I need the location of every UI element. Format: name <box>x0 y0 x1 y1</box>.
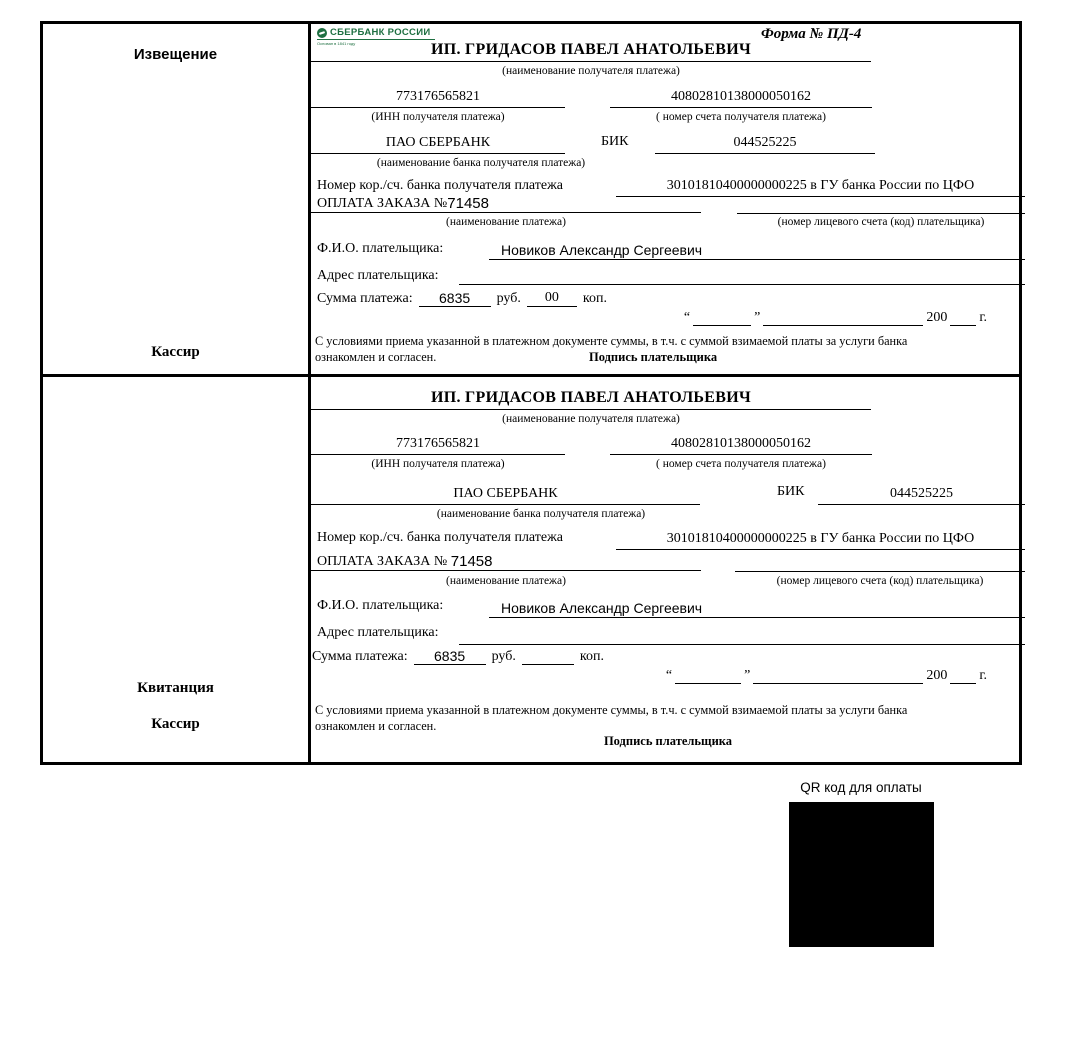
corr-account-value: 30101810400000000225 в ГУ банка России по ЦФО <box>616 175 1025 197</box>
sum-rubles-field: 6835 <box>419 290 491 307</box>
sum-label: Сумма платежа: <box>312 649 408 664</box>
bik-value: 044525225 <box>655 130 875 154</box>
pd4-payment-form <box>40 21 1022 765</box>
quote-close: ” <box>744 668 751 683</box>
date-year-blank <box>950 683 976 684</box>
notice-content <box>311 24 1019 374</box>
personal-account-caption: (номер лицевого счета (код) плательщика) <box>776 575 984 587</box>
personal-account-blank <box>737 198 1025 214</box>
corr-account-value: 30101810400000000225 в ГУ банка России по ЦФО <box>616 527 1025 550</box>
quote-close: ” <box>754 310 761 325</box>
qr-label: QR код для оплаты <box>800 780 922 795</box>
bank-name: ПАО СБЕРБАНК <box>311 479 700 505</box>
date-month-blank <box>753 683 923 684</box>
receipt-content <box>311 377 1019 762</box>
payer-signature-label: Подпись плательщика <box>603 734 733 748</box>
year-suffix: г. <box>979 668 987 683</box>
stub-title: Извещение <box>133 46 218 63</box>
cashier-label: Кассир <box>151 344 200 360</box>
bik-label: БИК <box>777 484 805 499</box>
sberbank-logo-tagline: Основан в 1841 году <box>317 41 356 46</box>
payment-purpose <box>311 195 701 213</box>
corr-account-label: Номер кор./сч. банка получателя платежа <box>317 530 563 545</box>
sum-kopecks-field: 00 <box>527 290 577 307</box>
recipient-caption: (наименование получателя платежа) <box>502 65 680 77</box>
account-caption: ( номер счета получателя платежа) <box>656 458 826 470</box>
order-number: 71458 <box>450 553 493 570</box>
notice-stub-column <box>43 24 311 374</box>
payment-name-caption: (наименование платежа) <box>446 575 566 587</box>
recipient-account: 40802810138000050162 <box>610 432 872 455</box>
form-number-label: Форма № ПД-4 <box>761 26 862 42</box>
corr-account-label: Номер кор./сч. банка получателя платежа <box>317 178 563 193</box>
year-suffix: г. <box>979 310 987 325</box>
bank-name: ПАО СБЕРБАНК <box>311 130 565 154</box>
date-year-blank <box>950 325 976 326</box>
payer-name-field: Новиков Александр Сергеевич <box>489 595 1025 618</box>
inn-caption: (ИНН получателя платежа) <box>371 458 505 470</box>
sum-kopecks-field <box>522 664 574 665</box>
agreement-line1: С условиями приема указанной в платежном документе суммы, в т.ч. с суммой взимаемой платы за услуги банка <box>315 703 908 717</box>
payer-address-label: Адрес плательщика: <box>317 625 439 640</box>
recipient-inn: 773176565821 <box>311 432 565 455</box>
payment-purpose <box>311 553 701 571</box>
qr-area <box>778 780 944 947</box>
inn-caption: (ИНН получателя платежа) <box>371 111 505 123</box>
cashier-label: Кассир <box>151 716 200 732</box>
recipient-caption: (наименование получателя платежа) <box>502 413 680 425</box>
sum-rubles-field: 6835 <box>414 648 486 665</box>
account-caption: ( номер счета получателя платежа) <box>656 111 826 123</box>
sum-label: Сумма платежа: <box>317 291 413 306</box>
bank-caption: (наименование банка получателя платежа) <box>376 157 586 169</box>
qr-code <box>789 802 934 947</box>
payer-address-label: Адрес плательщика: <box>317 268 439 283</box>
receipt-section <box>43 377 1019 762</box>
receipt-stub-column <box>43 377 311 762</box>
payment-purpose-label: ОПЛАТА ЗАКАЗА № <box>317 554 451 569</box>
kop-label: коп. <box>579 649 604 664</box>
date-row <box>311 310 987 326</box>
sberbank-logo-text: СБЕРБАНК РОССИИ <box>330 27 431 38</box>
agreement-line1: С условиями приема указанной в платежном документе суммы, в т.ч. с суммой взимаемой платы за услуги банка <box>315 334 908 348</box>
payer-name-label: Ф.И.О. плательщика: <box>317 598 444 613</box>
quote-open: “ <box>683 310 691 325</box>
payer-address-field <box>459 264 1025 285</box>
kop-label: коп. <box>582 291 607 306</box>
quote-open: “ <box>665 668 673 683</box>
date-day-blank <box>693 325 751 326</box>
payer-signature-label: Подпись плательщика <box>589 350 718 364</box>
stub-title: Квитанция <box>137 680 214 696</box>
payment-sum-row <box>312 648 610 665</box>
personal-account-caption: (номер лицевого счета (код) плательщика) <box>777 216 985 228</box>
date-row <box>311 668 987 684</box>
date-day-blank <box>675 683 741 684</box>
payer-address-field <box>459 622 1025 645</box>
date-month-blank <box>763 325 923 326</box>
sberbank-logo-row <box>317 27 435 40</box>
notice-section <box>43 24 1019 377</box>
recipient-name: ИП. ГРИДАСОВ ПАВЕЛ АНАТОЛЬЕВИЧ <box>311 40 871 62</box>
payer-name-label: Ф.И.О. плательщика: <box>317 241 444 256</box>
payment-name-caption: (наименование платежа) <box>446 216 566 228</box>
payment-sum-row <box>317 290 613 307</box>
order-number: 71458 <box>447 195 489 212</box>
payment-purpose-label: ОПЛАТА ЗАКАЗА № <box>317 196 448 211</box>
rub-label: руб. <box>491 649 516 664</box>
recipient-inn: 773176565821 <box>311 84 565 108</box>
personal-account-blank <box>735 556 1025 572</box>
bik-label: БИК <box>601 134 629 149</box>
agreement-line2: ознакомлен и согласен. <box>315 719 437 733</box>
recipient-account: 40802810138000050162 <box>610 84 872 108</box>
recipient-name: ИП. ГРИДАСОВ ПАВЕЛ АНАТОЛЬЕВИЧ <box>311 389 871 410</box>
year-prefix: 200 <box>926 668 948 683</box>
agreement-line2: ознакомлен и согласен. <box>315 350 437 364</box>
bank-caption: (наименование банка получателя платежа) <box>436 508 646 520</box>
year-prefix: 200 <box>926 310 948 325</box>
payer-name-field: Новиков Александр Сергеевич <box>489 238 1025 260</box>
sberbank-circle-icon <box>317 28 327 38</box>
bik-value: 044525225 <box>818 479 1025 505</box>
rub-label: руб. <box>496 291 521 306</box>
